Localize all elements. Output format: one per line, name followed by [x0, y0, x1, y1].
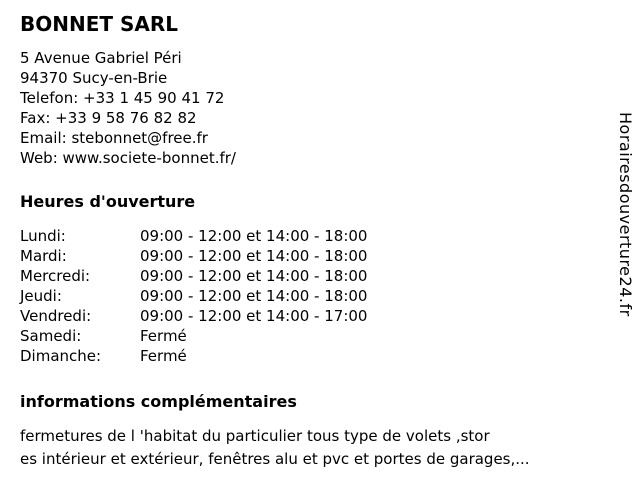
additional-info-line-1: fermetures de l 'habitat du particulier tous type de volets ,stor	[20, 427, 490, 445]
hours-day: Mercredi:	[20, 267, 91, 285]
hours-day: Lundi:	[20, 227, 66, 245]
hours-row-wednesday	[20, 266, 600, 286]
web-line: Web: www.societe-bonnet.fr/	[20, 149, 236, 167]
opening-hours-table	[20, 226, 600, 366]
contact-block	[20, 48, 600, 168]
hours-day: Jeudi:	[20, 287, 62, 305]
hours-time: Fermé	[140, 347, 187, 365]
hours-time: 09:00 - 12:00 et 14:00 - 17:00	[140, 307, 368, 325]
additional-info-title: informations complémentaires	[20, 392, 297, 411]
hours-day: Samedi:	[20, 327, 82, 345]
hours-time: 09:00 - 12:00 et 14:00 - 18:00	[140, 267, 368, 285]
hours-time: 09:00 - 12:00 et 14:00 - 18:00	[140, 287, 368, 305]
site-watermark: Horairesdouverture24.fr	[616, 112, 635, 317]
hours-row-thursday	[20, 286, 600, 306]
hours-row-friday	[20, 306, 600, 326]
additional-info-line-2: es intérieur et extérieur, fenêtres alu et pvc et portes de garages,...	[20, 450, 530, 468]
opening-hours-title: Heures d'ouverture	[20, 192, 196, 211]
hours-row-monday	[20, 226, 600, 246]
hours-row-sunday	[20, 346, 600, 366]
address-line-1: 5 Avenue Gabriel Péri	[20, 49, 182, 67]
hours-time: 09:00 - 12:00 et 14:00 - 18:00	[140, 227, 368, 245]
hours-day: Mardi:	[20, 247, 67, 265]
hours-day: Vendredi:	[20, 307, 92, 325]
fax-line: Fax: +33 9 58 76 82 82	[20, 109, 197, 127]
phone-line: Telefon: +33 1 45 90 41 72	[20, 89, 225, 107]
email-line: Email: stebonnet@free.fr	[20, 129, 208, 147]
hours-row-tuesday	[20, 246, 600, 266]
business-name: BONNET SARL	[20, 12, 179, 36]
address-line-2: 94370 Sucy-en-Brie	[20, 69, 168, 87]
hours-row-saturday	[20, 326, 600, 346]
hours-day: Dimanche:	[20, 347, 102, 365]
hours-time: Fermé	[140, 327, 187, 345]
hours-time: 09:00 - 12:00 et 14:00 - 18:00	[140, 247, 368, 265]
additional-info-text	[20, 425, 600, 471]
